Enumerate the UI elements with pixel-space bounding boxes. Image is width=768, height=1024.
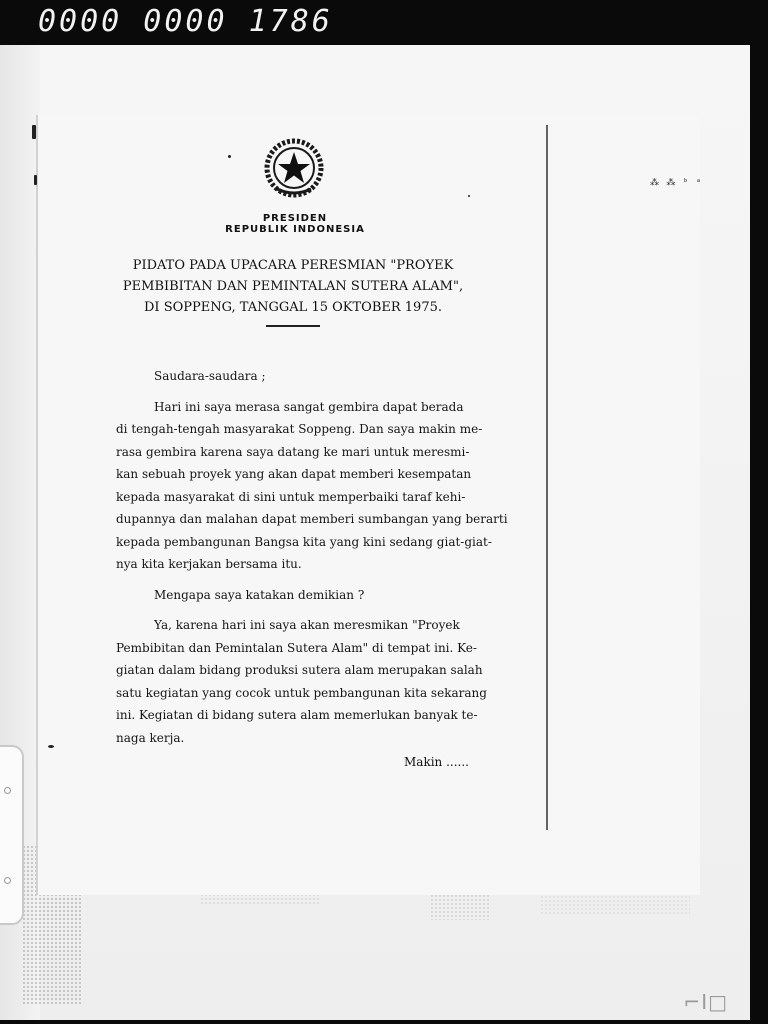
ink-speck <box>34 175 37 185</box>
paragraph-3 <box>116 614 526 749</box>
page-fold-line <box>546 125 548 830</box>
text-line: Hari ini saya merasa sangat gembira dapat berada <box>154 399 464 414</box>
text-line: naga kerja. <box>116 730 185 745</box>
continuation-catchword: Makin ...... <box>404 755 469 769</box>
title-line: DI SOPPENG, TANGGAL 15 OKTOBER 1975. <box>144 300 442 315</box>
paragraph-1 <box>116 396 526 576</box>
binder-hole <box>4 787 11 794</box>
film-frame-counter: 0000 0000 1786 <box>38 4 333 39</box>
ink-speck <box>48 745 54 748</box>
text-line: ini. Kegiatan di bidang sutera alam memerlukan banyak te- <box>116 708 478 722</box>
title-line: PIDATO PADA UPACARA PERESMIAN "PROYEK <box>132 258 454 273</box>
text-line: Ya, karena hari ini saya akan meresmikan "Proyek <box>154 618 460 632</box>
binder-tab <box>0 745 24 925</box>
text-line: kepada pembangunan Bangsa kita yang kini sedang giat-giat- <box>116 534 492 549</box>
scanned-sheet <box>0 45 750 1020</box>
ink-speck <box>32 125 36 139</box>
title-underline <box>266 325 320 327</box>
text-line: Pembibitan dan Pemintalan Sutera Alam" di tempat ini. Ke- <box>116 640 477 655</box>
ink-speck <box>468 195 470 197</box>
text-line: kan sebuah proyek yang akan dapat memberi kesempatan <box>116 467 472 481</box>
speech-title <box>108 255 478 318</box>
title-line: PEMBIBITAN DAN PEMINTALAN SUTERA ALAM", <box>122 279 464 294</box>
text-line: rasa gembira karena saya datang ke mari untuk meresmi- <box>116 444 470 459</box>
paragraph-2: Mengapa saya katakan demikian ? <box>154 587 365 602</box>
text-line: satu kegiatan yang cocok untuk pembangunan kita sekarang <box>116 685 487 700</box>
corner-mark: ⌐I□ <box>683 990 728 1014</box>
salutation: Saudara-saudara ; <box>154 369 266 383</box>
ink-speck <box>228 155 231 158</box>
letterhead-line-republic: REPUBLIK INDONESIA <box>225 224 365 235</box>
letterhead <box>198 213 392 235</box>
text-line: kepada masyarakat di sini untuk memperbaiki taraf kehi- <box>116 489 466 504</box>
text-line: dupannya dan malahan dapat memberi sumbangan yang berarti <box>116 512 508 526</box>
speech-page <box>36 115 703 895</box>
speech-body <box>116 365 526 749</box>
presidential-emblem-icon <box>263 137 325 199</box>
text-line: di tengah-tengah masyarakat Soppeng. Dan saya makin me- <box>116 422 483 436</box>
text-line: nya kita kerjakan bersama itu. <box>116 557 302 571</box>
margin-mark: ⁂ ⁂ ᵇ ᵃ <box>650 178 703 188</box>
text-line: giatan dalam bidang produksi sutera alam merupakan salah <box>116 663 483 677</box>
letterhead-line-president: PRESIDEN <box>262 213 328 224</box>
binder-hole <box>4 877 11 884</box>
